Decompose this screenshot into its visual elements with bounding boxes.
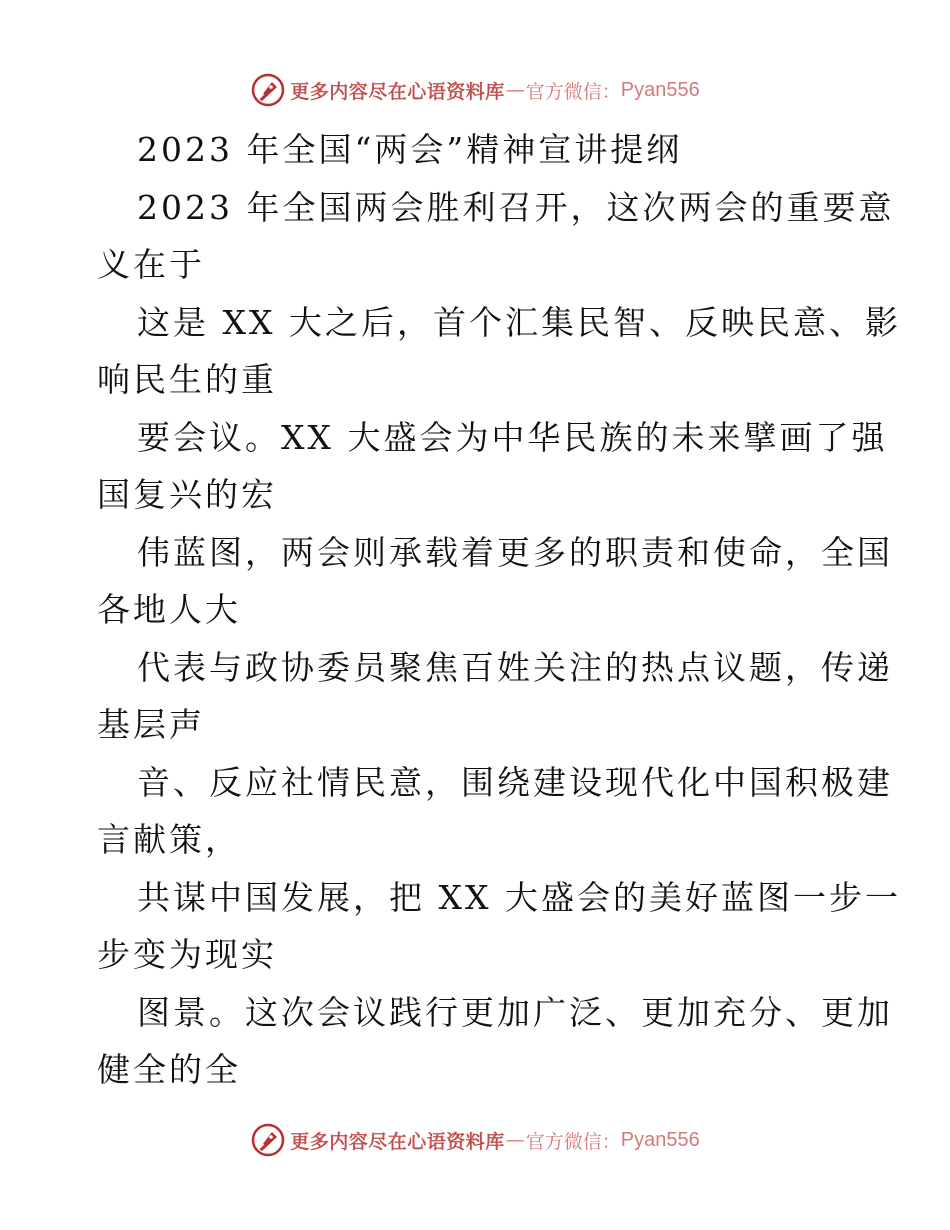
banner-wechat-id: Pyan556	[620, 78, 700, 101]
banner-main-text: 更多内容尽在心语资料库	[290, 1130, 505, 1153]
text-line: 国复兴的宏	[97, 475, 277, 514]
footer-banner	[0, 1120, 950, 1160]
text-line: 图景。这次会议践行更加广泛、更加充分、更加	[137, 992, 893, 1032]
header-banner	[0, 70, 950, 110]
text-line: 代表与政协委员聚焦百姓关注的热点议题，传递	[137, 647, 893, 687]
text-line: 言献策，	[97, 820, 241, 859]
header-banner-content	[250, 72, 700, 108]
document-body	[97, 121, 901, 1099]
banner-wechat-label: 官方微信：	[525, 1130, 621, 1153]
text-line: 步变为现实	[97, 935, 277, 974]
document-title: 2023 年全国“两会”精神宣讲提纲	[137, 130, 683, 169]
text-line: 音、反应社情民意，围绕建设现代化中国积极建	[137, 762, 893, 802]
text-line: 2023 年全国两会胜利召开，这次两会的重要意	[137, 187, 895, 227]
banner-main-text: 更多内容尽在心语资料库	[290, 80, 505, 103]
banner-separator: —	[505, 79, 525, 101]
text-line: 各地人大	[97, 590, 241, 629]
text-line: 健全的全	[97, 1050, 241, 1089]
text-line: 要会议。XX 大盛会为中华民族的未来擘画了强	[137, 417, 888, 457]
pen-nib-logo-icon	[250, 72, 286, 108]
text-line: 响民生的重	[97, 360, 277, 399]
text-line: 基层声	[97, 705, 205, 744]
banner-separator: —	[505, 1129, 525, 1151]
banner-wechat-id: Pyan556	[620, 1128, 700, 1151]
text-line: 这是 XX 大之后，首个汇集民智、反映民意、影	[137, 302, 901, 342]
pen-nib-logo-icon	[250, 1122, 286, 1158]
text-line: 共谋中国发展，把 XX 大盛会的美好蓝图一步一	[137, 877, 901, 917]
footer-banner-content	[250, 1122, 700, 1158]
text-line: 义在于	[97, 245, 205, 284]
banner-wechat-label: 官方微信：	[525, 80, 621, 103]
text-line: 伟蓝图，两会则承载着更多的职责和使命，全国	[137, 532, 893, 572]
